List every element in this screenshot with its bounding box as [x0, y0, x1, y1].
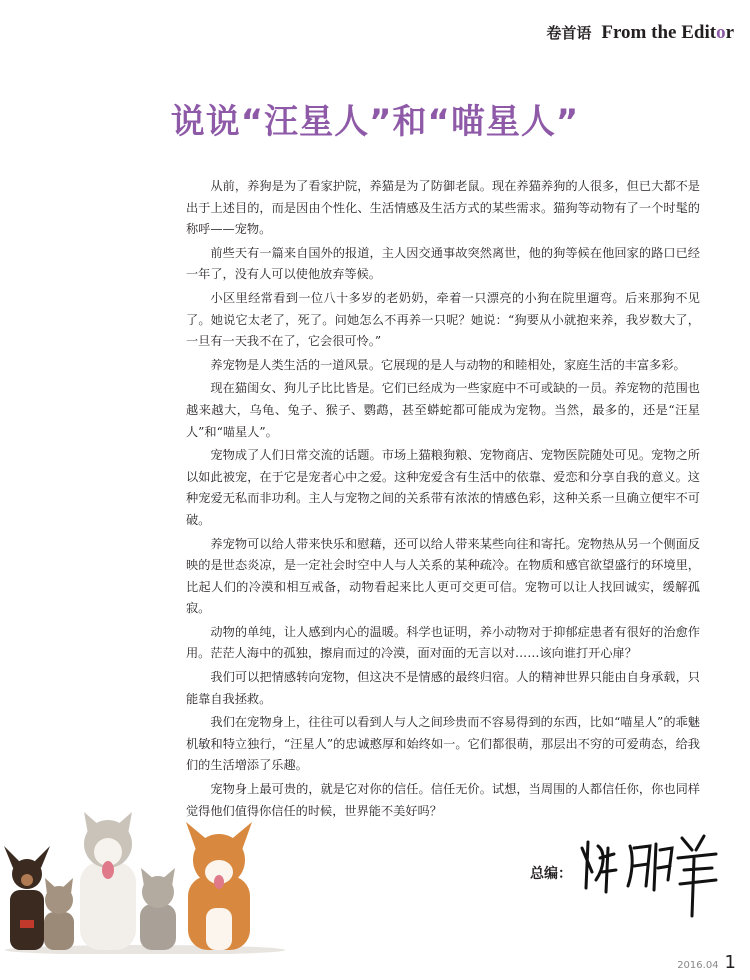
paragraph: 我们可以把情感转向宠物，但这决不是情感的最终归宿。人的精神世界只能由自身承载，只能靠自我拯救。 [186, 670, 700, 706]
column-name-en-end: r [725, 22, 734, 43]
paragraph: 动物的单纯，让人感到内心的温暖。科学也证明，养小动物对于抑郁症患者有很好的治愈作用。茫茫人海中的孤独，擦肩而过的冷漠，面对面的无言以对……该向谁打开心扉？ [186, 624, 700, 661]
article-title: 说说“汪星人”和“喵星人” [170, 102, 580, 142]
chihuahua-figure [4, 846, 50, 950]
paragraph: 从前，养狗是为了看家护院，养猫是为了防御老鼠。现在养猫养狗的人很多，但已大都不是出于上述目的，而是因由个性化、生活情感及生活方式的某些需求。猫狗等动物有了一个时髦的称呼——宠物。 [186, 179, 700, 237]
column-name-en-accent: o [716, 22, 726, 43]
column-name-cn: 卷首语 [546, 24, 592, 42]
column-name-en [601, 22, 734, 44]
column-header [546, 22, 734, 44]
page-footer [677, 952, 736, 973]
paragraph: 养宠物可以给人带来快乐和慰藉，还可以给人带来某些向往和寄托。宠物热从另一个侧面反映的是世态炎凉，是一定社会时空中人与人关系的某种疏冷。在物质和感官欲望盛行的环境里，比起人们的冷漠和相互戒备，动物看起来比人更可交更可信。宠物可以让人找回诚实，缓解孤寂。 [186, 536, 700, 616]
paragraph: 养宠物是人类生活的一道风景。它展现的是人与动物的和睦相处，家庭生活的丰富多彩。 [210, 357, 686, 372]
paragraph: 现在猫闺女、狗儿子比比皆是。它们已经成为一些家庭中不可或缺的一员。养宠物的范围也越来越大，乌龟、兔子、猴子、鹦鹉，甚至蟒蛇都可能成为宠物。当然，最多的，还是“汪星人”和“喵星人”。 [186, 381, 700, 439]
husky-figure [80, 812, 136, 950]
issue-date: 2016.04 [677, 960, 719, 971]
paragraph: 宠物身上最可贵的，就是它对你的信任。信任无价。试想，当周围的人都信任你，你也同样觉得他们值得你信任的时候，世界能不美好吗？ [186, 782, 700, 818]
column-name-en-main: From the Edit [601, 22, 717, 43]
corgi-figure [186, 822, 252, 950]
article-body [186, 176, 700, 824]
handwritten-signature [576, 828, 726, 918]
editor-signature [530, 828, 726, 918]
signature-label: 总编： [530, 866, 572, 882]
paragraph: 宠物成了人们日常交流的话题。市场上猫粮狗粮、宠物商店、宠物医院随处可见。宠物之所以如此被宠，在于它是宠者心中之爱。这种宠爱含有生活中的依靠、爱恋和分享自我的意义。这种宠爱无私而非功利。主人与宠物之间的关系带有浓浓的情感色彩，这种关系一旦确立便牢不可破。 [186, 448, 700, 527]
page-number: 1 [724, 952, 736, 973]
paragraph: 前些天有一篇来自国外的报道，主人因交通事故突然离世，他的狗等候在他回家的路口已经一年了，没有人可以使他放弃等候。 [186, 245, 700, 282]
kitten-right-figure [140, 868, 176, 950]
paragraph: 我们在宠物身上，往往可以看到人与人之间珍贵而不容易得到的东西，比如“喵星人”的乖魅机敏和特立独行，“汪星人”的忠诚憨厚和始终如一。它们都很萌，那层出不穷的可爱萌态，给我们的生活增添了乐趣。 [186, 715, 700, 773]
paragraph: 小区里经常看到一位八十多岁的老奶奶，牵着一只漂亮的小狗在院里遛弯。后来那狗不见了。她说它太老了，死了。问她怎么不再养一只呢？她说：“狗要从小就抱来养，我岁数大了，一旦有一天我不在了，它会很可怜。” [186, 290, 700, 349]
kitten-left-figure [44, 878, 74, 950]
pets-photo [0, 812, 290, 954]
